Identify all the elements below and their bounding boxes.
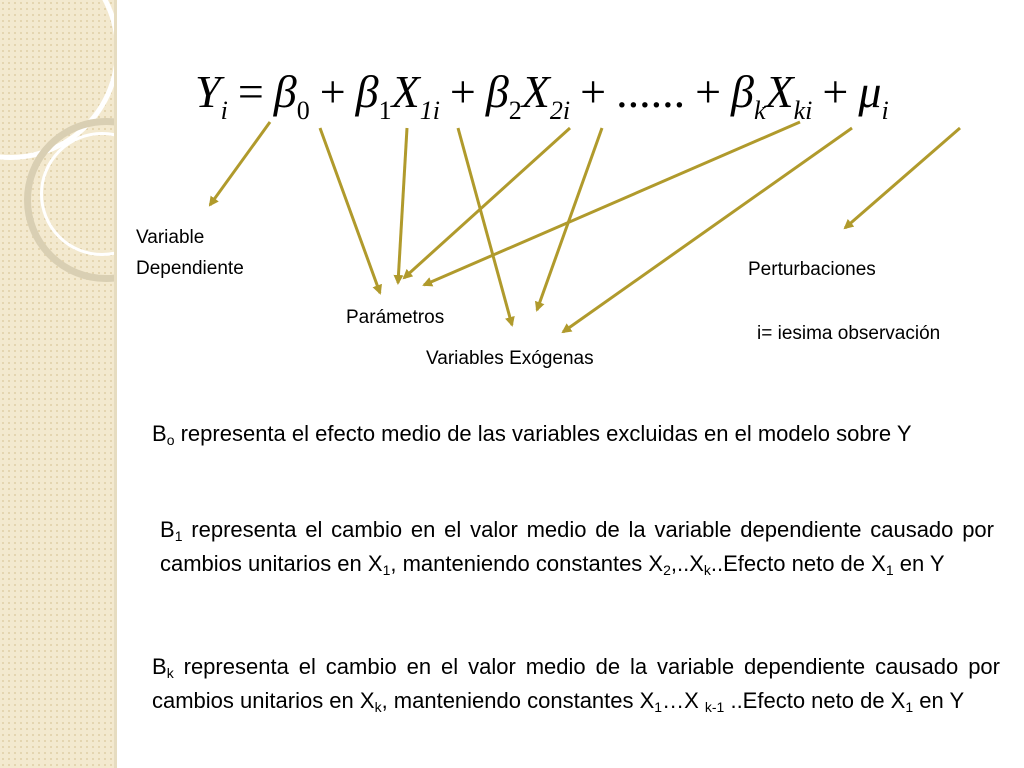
arrow-x1-to-exogenas xyxy=(458,128,512,325)
text-body: …X xyxy=(662,688,705,713)
equation-subscript: k xyxy=(753,96,766,125)
label-line: Dependiente xyxy=(136,258,244,279)
text-subscript: 1 xyxy=(654,699,663,715)
text-subscript: 1 xyxy=(174,528,183,544)
equation-subscript: 0 xyxy=(296,96,310,125)
paragraph-b0 xyxy=(152,417,976,451)
equation-subscript: i xyxy=(881,96,889,125)
text-body: representa el efecto medio de las variables excluidas en el modelo sobre Y xyxy=(174,421,912,446)
equation-subscript: i xyxy=(220,96,228,125)
arrow-x2-to-exogenas xyxy=(537,128,602,310)
equation-plus: + xyxy=(695,66,722,117)
arrow-beta2-to-parametros xyxy=(404,128,570,278)
equation-subscript: 1i xyxy=(419,96,440,125)
text-subscript: k-1 xyxy=(704,699,725,715)
equation-beta: β xyxy=(731,66,754,117)
equation-x: X xyxy=(521,66,550,117)
equation-ellipsis: ...... xyxy=(616,66,686,117)
text-subscript: k xyxy=(374,699,382,715)
label-variables-exogenas: Variables Exógenas xyxy=(426,348,594,369)
paragraph-b1 xyxy=(160,513,994,581)
text-subscript: k xyxy=(703,562,711,578)
text-body: , manteniendo constantes X xyxy=(381,688,655,713)
arrow-xk-to-exogenas xyxy=(563,128,852,332)
label-line: Variable xyxy=(136,227,205,248)
equation-plus: + xyxy=(449,66,476,117)
text-subscript: o xyxy=(166,432,175,448)
text-subscript: 1 xyxy=(382,562,391,578)
text-body: ,..X xyxy=(670,551,704,576)
equation-subscript: 2 xyxy=(508,96,522,125)
equation-beta: β xyxy=(355,66,379,117)
equation-x: X xyxy=(391,66,420,117)
text-body: ..Efecto neto de X xyxy=(724,688,906,713)
equation-beta: β xyxy=(485,66,509,117)
label-variable-dependiente xyxy=(136,222,244,284)
equation-y: Y xyxy=(195,66,221,117)
text-body: en Y xyxy=(913,688,965,713)
equation-x: X xyxy=(765,66,794,117)
equation-plus: + xyxy=(822,66,849,117)
text-b: B xyxy=(152,421,167,446)
text-body: en Y xyxy=(893,551,945,576)
arrow-y-to-dependiente xyxy=(210,122,270,205)
text-subscript: 2 xyxy=(663,562,671,578)
text-body: representa el cambio en el valor medio de la variable dependiente causado por cambios unitarios en X xyxy=(152,654,1000,713)
equation-beta: β xyxy=(273,66,297,117)
text-subscript: 1 xyxy=(905,699,914,715)
text-subscript: 1 xyxy=(885,562,894,578)
arrow-beta1-to-parametros xyxy=(398,128,407,283)
equation-subscript: 2i xyxy=(549,96,571,125)
label-parametros: Parámetros xyxy=(346,307,445,328)
arrow-mu-to-perturbaciones xyxy=(845,128,960,228)
label-iesima-observacion: i= iesima observación xyxy=(757,323,941,344)
equation-subscript: ki xyxy=(793,96,813,125)
text-body: representa el cambio en el valor medio de la variable dependiente causado por cambios unitarios en X xyxy=(160,517,994,576)
label-perturbaciones: Perturbaciones xyxy=(748,259,876,280)
equation-equals: = xyxy=(237,66,264,117)
text-b: B xyxy=(152,654,167,679)
text-body: , manteniendo constantes X xyxy=(390,551,664,576)
equation-mu: μ xyxy=(858,66,882,117)
equation-plus: + xyxy=(319,66,346,117)
text-body: ..Efecto neto de X xyxy=(710,551,886,576)
equation-subscript: 1 xyxy=(378,96,392,125)
text-b: B xyxy=(160,517,175,542)
equation-plus: + xyxy=(580,66,607,117)
paragraph-bk xyxy=(152,650,1000,718)
arrow-beta0-to-parametros xyxy=(320,128,380,293)
text-subscript: k xyxy=(166,665,174,681)
